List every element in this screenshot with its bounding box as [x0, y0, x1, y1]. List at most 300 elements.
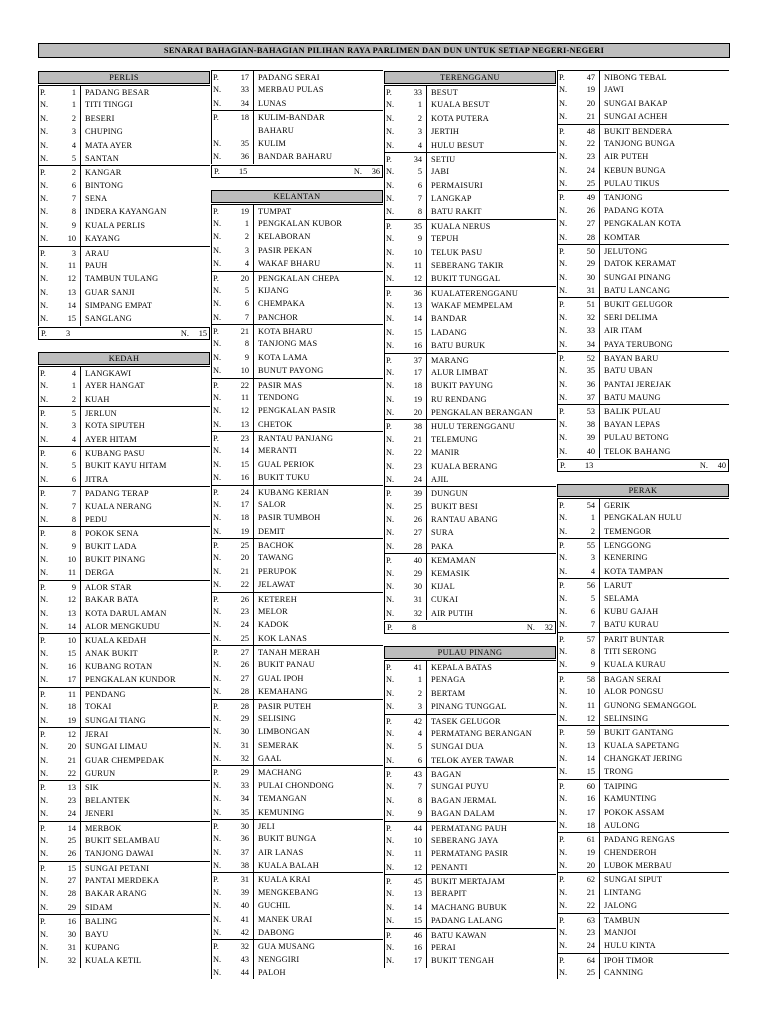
seat-number: 25 — [240, 633, 249, 643]
row-left-border — [38, 807, 39, 820]
state-seat-row — [211, 913, 383, 926]
state-header: PERAK — [557, 484, 729, 497]
row-divider — [80, 540, 81, 553]
row-divider — [80, 593, 81, 606]
seat-name: AJIL — [431, 474, 449, 484]
seat-type: N. — [213, 339, 222, 349]
row-divider — [80, 941, 81, 954]
seat-name: KEBUN BUNGA — [604, 165, 666, 175]
seat-name: BUKIT SELAMBAU — [85, 835, 161, 845]
state-seat-row — [211, 257, 383, 270]
parliament-row — [38, 85, 210, 98]
parliament-row — [38, 780, 210, 793]
row-divider — [80, 179, 81, 192]
seat-type: N. — [213, 499, 222, 509]
state-seat-row — [38, 847, 210, 860]
seat-type: N. — [40, 394, 49, 404]
seat-name: JELUTONG — [604, 246, 648, 256]
seat-name: KADOK — [258, 620, 289, 630]
row-left-border — [384, 526, 385, 539]
state-seat-row — [384, 393, 556, 406]
state-seat-row — [38, 379, 210, 392]
seat-name: PENGKALAN KOTA — [604, 219, 682, 229]
row-divider — [253, 632, 254, 645]
state-seat-row — [211, 605, 383, 618]
seat-number: 63 — [586, 915, 595, 925]
row-divider — [253, 150, 254, 163]
seat-type: N. — [213, 232, 222, 242]
parliament-row — [384, 767, 556, 780]
state-seat-row — [384, 513, 556, 526]
row-left-border — [38, 728, 39, 740]
seat-number: 6 — [590, 606, 595, 616]
row-left-border — [38, 660, 39, 673]
row-divider — [426, 901, 427, 914]
seat-number: 24 — [240, 487, 249, 497]
column-4 — [557, 70, 729, 979]
seat-name: TITI TINGGI — [85, 100, 133, 110]
seat-name: BALIK PULAU — [604, 407, 661, 417]
seat-type: P. — [559, 73, 565, 82]
state-seat-row — [384, 807, 556, 820]
seat-type: N. — [386, 849, 395, 859]
row-left-border — [211, 712, 212, 725]
state-seat-row — [557, 204, 729, 217]
row-left-border — [211, 605, 212, 618]
seat-number: 38 — [240, 861, 249, 870]
row-divider — [253, 83, 254, 96]
seat-type: P. — [40, 729, 46, 739]
row-divider — [426, 379, 427, 392]
row-divider — [599, 886, 600, 899]
seat-number: 18 — [67, 702, 76, 712]
seat-type: P. — [559, 728, 565, 738]
seat-name: BUKIT KAYU HITAM — [85, 461, 167, 471]
seat-type: N. — [40, 301, 49, 310]
row-left-border — [384, 153, 385, 165]
seat-name: KANGAR — [85, 168, 122, 178]
seat-type: N. — [213, 794, 222, 804]
row-left-border — [557, 511, 558, 524]
seat-number: 38 — [413, 422, 422, 432]
row-divider — [80, 874, 81, 887]
seat-number: 7 — [71, 501, 76, 511]
row-left-border — [211, 150, 212, 163]
row-divider — [599, 245, 600, 257]
row-left-border — [557, 618, 558, 631]
state-total-row — [38, 327, 210, 340]
row-divider — [80, 887, 81, 900]
parliament-row — [211, 939, 383, 952]
parliament-row — [384, 821, 556, 834]
row-divider — [80, 620, 81, 633]
seat-type: N. — [386, 501, 395, 511]
state-seat-row — [211, 244, 383, 257]
seat-name: ALOR PONGSU — [604, 687, 664, 697]
seat-type: N. — [559, 366, 568, 376]
state-seat-row — [211, 511, 383, 524]
seat-name: DATOK KERAMAT — [604, 259, 677, 269]
state-seat-row — [211, 806, 383, 819]
seat-number: 54 — [586, 500, 595, 510]
seat-name: SEBERANG JAYA — [431, 835, 499, 845]
row-left-border — [557, 284, 558, 297]
row-divider — [426, 607, 427, 620]
row-left-border — [557, 712, 558, 725]
seat-type: N. — [40, 474, 49, 484]
seat-type: N. — [40, 381, 49, 391]
seat-type: N. — [559, 927, 568, 937]
seat-name: JELAWAT — [258, 580, 295, 590]
row-left-border — [557, 886, 558, 899]
seat-number: 14 — [240, 446, 249, 456]
seat-type: N. — [386, 942, 395, 952]
seat-name: CUKAI — [431, 595, 459, 605]
seat-type: N. — [559, 754, 568, 763]
parliament-row — [38, 446, 210, 459]
seat-number: 27 — [413, 528, 422, 538]
seat-type: N. — [40, 541, 49, 551]
seat-number: 33 — [240, 85, 249, 95]
seat-name: PERUPOK — [258, 566, 297, 576]
row-left-border — [38, 98, 39, 111]
row-divider — [80, 379, 81, 392]
row-divider — [426, 768, 427, 780]
row-divider — [599, 231, 600, 244]
seat-number: 40 — [586, 446, 595, 456]
seat-number: 35 — [586, 366, 595, 376]
row-left-border — [211, 565, 212, 578]
state-seat-row — [211, 311, 383, 324]
state-seat-row — [557, 792, 729, 805]
seat-number: 28 — [240, 687, 249, 697]
row-left-border — [211, 966, 212, 979]
seat-name: KEMASIK — [431, 568, 470, 578]
state-seat-row — [384, 366, 556, 379]
seat-name: PINANG TUNGGAL — [431, 702, 507, 712]
row-left-border — [557, 605, 558, 618]
row-divider — [253, 766, 254, 778]
parliament-row — [384, 486, 556, 499]
row-left-border — [38, 447, 39, 459]
seat-name: ALOR STAR — [85, 582, 132, 592]
seat-name: SUNGAI BAKAP — [604, 98, 668, 108]
seat-name: MANIR — [431, 448, 460, 458]
state-seat-row — [557, 605, 729, 618]
seat-number: 3 — [71, 127, 76, 137]
seat-name: AYER HANGAT — [85, 381, 145, 391]
total-state-seat-label: N. — [526, 623, 535, 632]
column-2 — [211, 70, 383, 979]
seat-type: N. — [213, 392, 222, 402]
state-seat-row — [211, 966, 383, 979]
state-seat-row — [384, 687, 556, 700]
seat-name: NENGGIRI — [258, 954, 300, 964]
seat-name: KETEREH — [258, 594, 297, 604]
row-divider — [80, 781, 81, 793]
row-left-border — [38, 620, 39, 633]
row-divider — [253, 297, 254, 310]
seat-name: KULIM-BANDAR — [258, 113, 325, 123]
row-left-border — [38, 419, 39, 432]
state-seat-row — [384, 406, 556, 419]
state-seat-row — [384, 914, 556, 927]
seat-number: 21 — [240, 566, 249, 576]
row-left-border — [557, 431, 558, 444]
seat-name: BUKIT LADA — [85, 541, 137, 551]
seat-type: N. — [559, 446, 568, 456]
row-divider — [599, 311, 600, 324]
seat-name: PASIR PUTEH — [258, 701, 312, 711]
seat-name: BATU MAUNG — [604, 393, 661, 402]
row-divider — [253, 873, 254, 885]
state-seat-row — [38, 540, 210, 553]
seat-type: P. — [386, 221, 392, 231]
parliament-row — [557, 632, 729, 645]
seat-name: TEMENGOR — [604, 526, 652, 536]
state-seat-row — [557, 511, 729, 524]
state-seat-row — [211, 578, 383, 591]
seat-number: 1 — [244, 219, 249, 228]
row-divider — [599, 551, 600, 564]
seat-name: TANJONG — [604, 193, 643, 203]
seat-name: JAWI — [604, 85, 624, 95]
seat-name: ARAU — [85, 248, 110, 258]
seat-name: JABI — [431, 167, 450, 177]
state-seat-row — [557, 324, 729, 337]
row-left-border — [211, 846, 212, 859]
state-seat-row — [384, 780, 556, 793]
row-divider — [426, 139, 427, 152]
state-seat-row — [384, 500, 556, 513]
row-divider — [80, 112, 81, 125]
parliament-row — [211, 70, 383, 83]
seat-type: N. — [559, 713, 568, 723]
seat-name: BANDAR BAHARU — [258, 152, 333, 162]
row-left-border — [384, 607, 385, 620]
parliament-row — [384, 928, 556, 941]
row-left-border — [557, 539, 558, 551]
seat-number: 11 — [414, 849, 422, 859]
row-left-border — [557, 525, 558, 538]
seat-number: 6 — [417, 180, 422, 190]
seat-number: 17 — [413, 367, 422, 377]
seat-type: N. — [559, 740, 568, 750]
seat-number: 64 — [586, 955, 595, 965]
parliament-row — [384, 152, 556, 165]
seat-type: N. — [559, 606, 568, 616]
row-divider — [80, 447, 81, 459]
state-seat-row — [384, 433, 556, 446]
row-left-border — [557, 352, 558, 364]
seat-type: N. — [386, 247, 395, 257]
row-left-border — [557, 806, 558, 819]
state-seat-row — [557, 150, 729, 163]
row-divider — [253, 685, 254, 698]
seat-name: KOK LANAS — [258, 633, 308, 643]
state-seat-row — [384, 794, 556, 807]
state-seat-row — [38, 673, 210, 686]
row-divider — [599, 806, 600, 819]
parliament-row — [38, 366, 210, 379]
seat-type: N. — [40, 956, 49, 966]
seat-name: KOTA BHARU — [258, 327, 313, 336]
seat-number: 23 — [240, 434, 249, 443]
row-divider — [426, 446, 427, 459]
state-seat-row — [557, 378, 729, 391]
seat-name: MELOR — [258, 606, 288, 616]
state-seat-row — [211, 525, 383, 538]
seat-number: 11 — [68, 260, 76, 270]
seat-number: 9 — [71, 541, 76, 551]
row-divider — [426, 165, 427, 178]
seat-name: PANCHOR — [258, 312, 298, 322]
state-seat-row — [38, 807, 210, 820]
state-seat-row — [384, 607, 556, 620]
row-left-border — [384, 98, 385, 111]
state-seat-row — [211, 83, 383, 96]
seat-name: POKOK SENA — [85, 529, 139, 539]
seat-name: KUALA KRAI — [258, 875, 311, 885]
seat-type: P. — [213, 541, 219, 550]
seat-type: N. — [213, 446, 222, 456]
row-left-border — [38, 125, 39, 138]
parliament-row — [211, 592, 383, 605]
seat-name: BERAPIT — [431, 889, 467, 899]
row-divider — [599, 846, 600, 859]
seat-name: RANTAU PANJANG — [258, 434, 334, 443]
seat-type: N. — [559, 526, 568, 536]
seat-number: 24 — [586, 941, 595, 951]
seat-type: N. — [213, 513, 222, 523]
seat-name: BESERI — [85, 113, 115, 123]
row-left-border — [384, 366, 385, 379]
state-seat-row — [211, 230, 383, 243]
seat-name: KUBU GAJAH — [604, 606, 659, 616]
seat-type: N. — [559, 179, 568, 188]
row-left-border — [557, 125, 558, 137]
row-divider — [426, 847, 427, 860]
row-left-border — [38, 259, 39, 272]
seat-name: BUKIT BUNGA — [258, 834, 317, 844]
row-divider — [426, 526, 427, 539]
row-left-border — [211, 311, 212, 324]
seat-name: BATU KURAU — [604, 620, 659, 630]
row-left-border — [38, 767, 39, 780]
seat-type: N. — [559, 794, 568, 804]
seat-number: 7 — [590, 620, 595, 630]
seat-type: N. — [386, 902, 395, 912]
state-seat-row — [211, 779, 383, 792]
row-divider — [426, 875, 427, 887]
row-divider — [599, 511, 600, 524]
seat-number: 29 — [413, 568, 422, 578]
seat-number: 29 — [586, 259, 595, 269]
seat-type: P. — [386, 355, 392, 365]
seat-name: AULONG — [604, 820, 640, 830]
seat-number: 12 — [67, 274, 76, 284]
seat-name: SUNGAI DUA — [431, 742, 484, 752]
seat-number: 15 — [413, 916, 422, 926]
seat-name: MANEK URAI — [258, 914, 313, 924]
seat-number: 13 — [67, 783, 76, 793]
seat-number: 25 — [586, 968, 595, 977]
parliament-row — [211, 872, 383, 885]
seat-name: LARUT — [604, 581, 633, 591]
row-divider — [426, 580, 427, 593]
row-divider — [80, 767, 81, 780]
row-left-border — [384, 687, 385, 700]
row-divider — [80, 139, 81, 152]
seat-type: N. — [386, 113, 395, 123]
row-left-border — [384, 487, 385, 499]
row-left-border — [384, 794, 385, 807]
seat-number: 3 — [244, 245, 249, 255]
seat-number: 15 — [240, 459, 249, 469]
seat-type: N. — [40, 715, 49, 725]
row-divider — [426, 86, 427, 98]
row-divider — [426, 153, 427, 165]
seat-type: P. — [559, 541, 565, 550]
seat-type: N. — [213, 285, 222, 295]
seat-type: P. — [386, 716, 392, 726]
row-left-border — [384, 379, 385, 392]
seat-name: PARIT BUNTAR — [604, 634, 665, 644]
section-spacer — [38, 341, 210, 351]
row-left-border — [38, 607, 39, 620]
row-left-border — [211, 646, 212, 658]
row-left-border — [211, 525, 212, 538]
seat-name: DUNGUN — [431, 489, 468, 499]
seat-name: KUALATERENGGANU — [431, 288, 519, 298]
seat-name: BAKAR BATA — [85, 595, 139, 605]
seat-number: 32 — [586, 312, 595, 322]
row-left-border — [38, 513, 39, 526]
seat-number: 20 — [240, 553, 249, 563]
row-left-border — [384, 112, 385, 125]
seat-number: 23 — [586, 152, 595, 162]
seat-type: N. — [559, 165, 568, 175]
state-seat-row — [38, 607, 210, 620]
row-left-border — [384, 433, 385, 446]
state-seat-row — [38, 901, 210, 914]
row-divider — [80, 754, 81, 767]
seat-number: 13 — [413, 301, 422, 310]
state-seat-row — [38, 794, 210, 807]
state-seat-row — [384, 700, 556, 713]
seat-number: 14 — [586, 754, 595, 763]
seat-number: 15 — [413, 327, 422, 337]
row-left-border — [557, 191, 558, 203]
parliament-row — [211, 378, 383, 391]
row-divider — [599, 352, 600, 364]
state-seat-row — [211, 137, 383, 150]
parliament-row — [38, 526, 210, 539]
row-divider — [80, 312, 81, 325]
seat-type: N. — [40, 902, 49, 912]
total-state-seat-count: 32 — [544, 623, 553, 632]
seat-name: AIR PUTIH — [431, 608, 474, 618]
seat-name: PULAU TIKUS — [604, 179, 660, 188]
state-seat-row — [384, 272, 556, 285]
seat-type: N. — [40, 514, 49, 524]
row-left-border — [384, 312, 385, 325]
state-seat-row — [384, 754, 556, 767]
seat-name: KOTA LAMA — [258, 352, 308, 362]
seat-type: N. — [386, 755, 395, 765]
state-seat-row — [557, 231, 729, 244]
row-left-border — [384, 513, 385, 526]
